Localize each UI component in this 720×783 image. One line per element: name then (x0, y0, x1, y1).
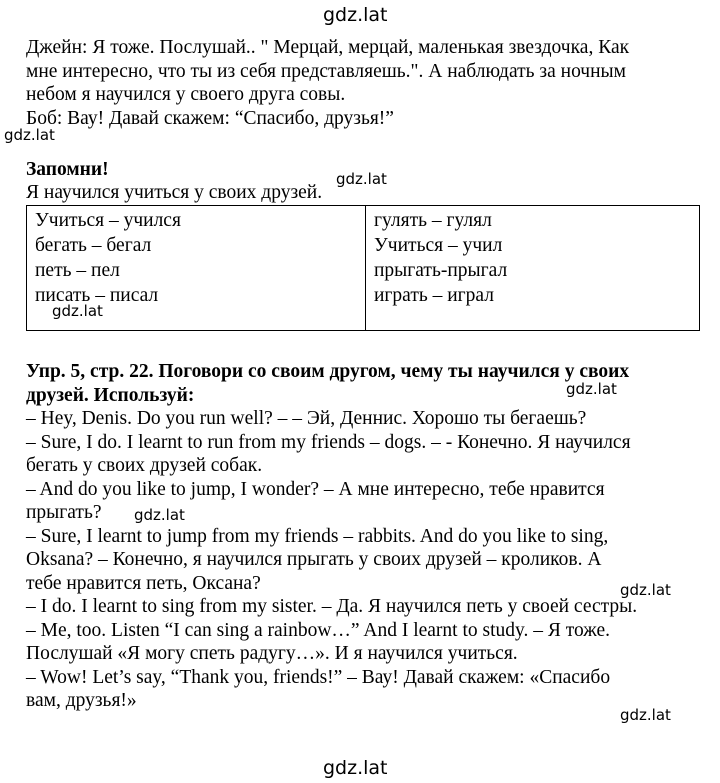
watermark: gdz.lat (620, 706, 671, 724)
title-line: друзей. Используй: (26, 384, 195, 406)
title-line: Упр. 5, стр. 22. Поговори со своим другом, чему ты научился у своих (26, 361, 630, 382)
verb-pair: играть – играл (374, 285, 494, 306)
verb-pair: Учиться – учил (374, 235, 503, 256)
dialogue-line: Послушай «Я могу спеть радугу…». И я научился учиться. (26, 643, 518, 664)
dialogue-line: – Me, too. Listen “I can sing a rainbow…” And I learnt to study. – Я тоже. (26, 619, 611, 641)
text-line: Боб: Вау! Давай скажем: “Спасибо, друзья!” (26, 107, 394, 129)
dialogue-line: бегать у своих друзей собак. (26, 455, 263, 476)
verb-column-left (27, 206, 366, 331)
top-paragraph (26, 36, 702, 130)
dialogue-line: – Sure, I learnt to jump from my friends – rabbits. And do you like to sing, (26, 525, 609, 547)
remember-heading: Запомни! (26, 159, 109, 180)
dialogue-line: – I do. I learnt to sing from my sister. – Да. Я научился петь у своей сестры. (26, 596, 638, 617)
remember-sentence: Я научился учиться у своих друзей. (26, 182, 323, 203)
dialogue-line: прыгать? (26, 502, 102, 523)
watermark: gdz.lat (566, 380, 617, 398)
text-line: Джейн: Я тоже. Послушай.. " Мерцай, мерцай, маленькая звездочка, Как (26, 37, 630, 58)
watermark: gdz.lat (4, 126, 55, 144)
watermark: gdz.lat (336, 170, 387, 188)
verb-column-right (366, 206, 700, 331)
exercise-title (26, 360, 702, 407)
dialogue-line: – Wow! Let’s say, “Thank you, friends!” – Вау! Давай скажем: «Спасибо (26, 666, 611, 688)
verb-pair: Учиться – учился (35, 210, 181, 231)
dialogue-line: – Sure, I do. I learnt to run from my friends – dogs. – - Конечно. Я научился (26, 431, 631, 453)
verb-pair: гулять – гулял (374, 210, 492, 231)
dialogue-line: тебе нравится петь, Оксана? (26, 572, 261, 594)
verb-table (26, 205, 700, 331)
verb-pair: прыгать-прыгал (374, 260, 508, 281)
text-line: небом я научился у своего друга совы. (26, 84, 346, 105)
verb-pair: бегать – бегал (35, 235, 152, 256)
watermark-bottom: gdz.lat (323, 757, 388, 779)
verb-pair: писать – писал (35, 285, 159, 306)
watermark: gdz.lat (52, 302, 103, 320)
dialogue-line: – Hey, Denis. Do you run well? – – Эй, Деннис. Хорошо ты бегаешь? (26, 408, 587, 429)
watermark: gdz.lat (134, 506, 185, 524)
dialogue-line: вам, друзья!» (26, 690, 137, 711)
watermark: gdz.lat (620, 581, 671, 599)
verb-pair: петь – пел (35, 260, 120, 281)
text-line: мне интересно, что ты из себя представляешь.". А наблюдать за ночным (26, 60, 626, 82)
exercise-dialogue (26, 407, 702, 713)
dialogue-line: – And do you like to jump, I wonder? – А мне интересно, тебе нравится (26, 478, 605, 500)
dialogue-line: Oksana? – Конечно, я научился прыгать у своих друзей – кроликов. А (26, 549, 602, 570)
watermark-top: gdz.lat (323, 4, 388, 26)
